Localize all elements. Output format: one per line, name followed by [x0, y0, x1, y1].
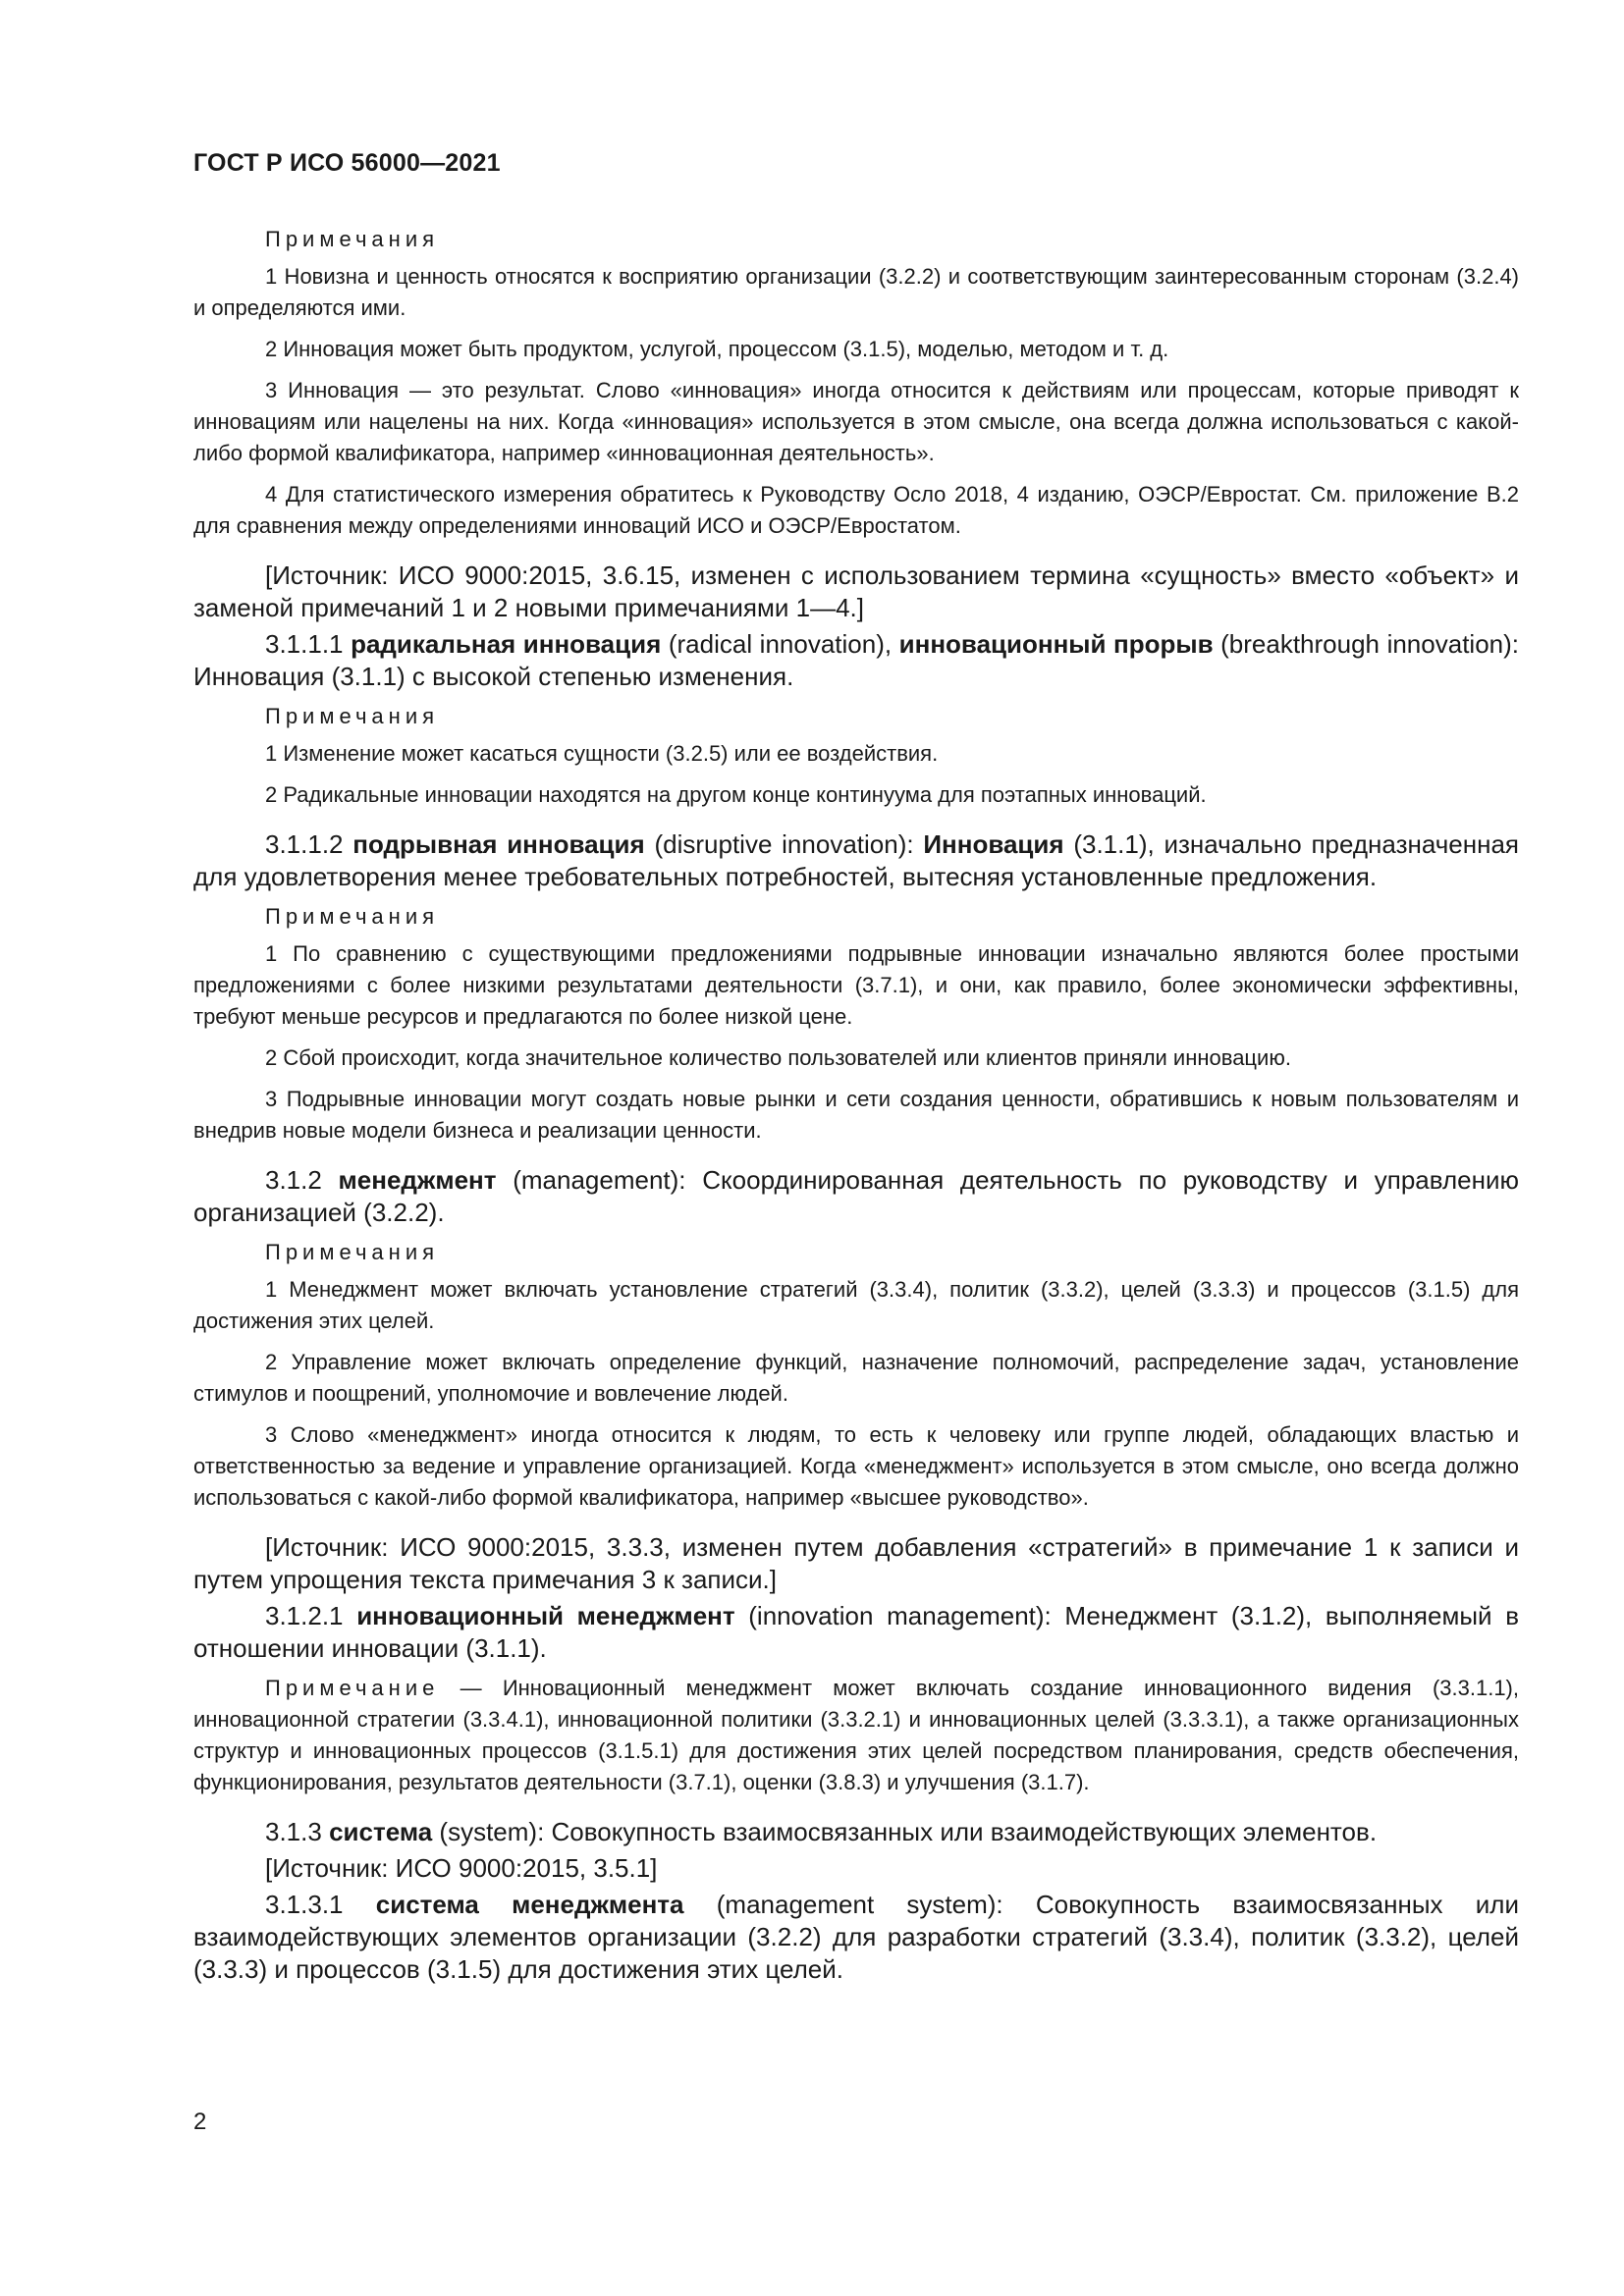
- term-definition: (innovation management): Менеджмент (3.1.2), выполняемый в отношении инновации (3.1.1).: [193, 1601, 1520, 1663]
- note-item: 3 Инновация — это результат. Слово «инновация» иногда относится к действиям или процессам, которые приводят к инновациям или нацелены на них. Когда «инновация» используется в этом смысле, она всегда должна использоваться с какой-либо формой квалификатора, например «инновационная деятельность».: [193, 378, 1519, 465]
- note-item: 4 Для статистического измерения обратитесь к Руководству Осло 2018, 4 изданию, ОЭСР/Евростат. См. приложение В.2 для сравнения между определениями инноваций ИСО и ОЭСР/Евростатом.: [193, 482, 1519, 538]
- term-entry-3-1-1-1: [193, 628, 1519, 693]
- term-english: (radical innovation),: [668, 629, 893, 659]
- entry-number: 3.1.2.1: [265, 1601, 344, 1630]
- notes-heading: Примечания: [265, 227, 440, 251]
- term-name: радикальная инновация: [351, 629, 662, 659]
- entry-number: 3.1.1.2: [265, 829, 344, 859]
- term-name: менеджмент: [338, 1165, 497, 1195]
- notes-heading: Примечания: [265, 904, 440, 929]
- source-reference: [Источник: ИСО 9000:2015, 3.6.15, изменен с использованием термина «сущность» вместо «объект» и заменой примечаний 1 и 2 новыми примечаниями 1—4.]: [193, 561, 1519, 622]
- term-name: подрывная инновация: [352, 829, 645, 859]
- document-header: ГОСТ Р ИСО 56000—2021: [193, 149, 501, 177]
- note-item: 3 Подрывные инновации могут создать новые рынки и сети создания ценности, обратившись к новым пользователям и внедрив новые модели бизнеса и реализации ценности.: [193, 1087, 1519, 1143]
- note-item: 1 Изменение может касаться сущности (3.2.5) или ее воздействия.: [265, 741, 939, 766]
- term-definition: (system): Совокупность взаимосвязанных или взаимодействующих элементов.: [439, 1817, 1378, 1846]
- page-number: 2: [193, 2109, 207, 2135]
- term-name: инновационный прорыв: [898, 629, 1214, 659]
- term-reference: Инновация: [923, 829, 1064, 859]
- term-entry-3-1-3-1: [193, 1889, 1519, 1986]
- note-item: 2 Радикальные инновации находятся на другом конце континуума для поэтапных инноваций.: [265, 782, 1207, 807]
- term-entry-3-1-2-1: [193, 1600, 1519, 1665]
- note-item: 1 Новизна и ценность относятся к восприятию организации (3.2.2) и соответствующим заинтересованным сторонам (3.2.4) и определяются ими.: [193, 264, 1519, 320]
- term-entry-3-1-1-2: [193, 828, 1519, 893]
- source-reference: [Источник: ИСО 9000:2015, 3.5.1]: [265, 1853, 658, 1883]
- term-name: система менеджмента: [375, 1890, 684, 1919]
- note-item: 2 Сбой происходит, когда значительное количество пользователей или клиентов приняли инновацию.: [265, 1045, 1291, 1070]
- note-item: 2 Инновация может быть продуктом, услугой, процессом (3.1.5), моделью, методом и т. д.: [265, 337, 1169, 361]
- term-name: система: [329, 1817, 433, 1846]
- entry-number: 3.1.3.1: [265, 1890, 344, 1919]
- entry-number: 3.1.2: [265, 1165, 322, 1195]
- page-content: [193, 224, 1519, 1990]
- note-label: Примечание: [265, 1676, 440, 1700]
- entry-number: 3.1.1.1: [265, 629, 344, 659]
- term-definition: (breakthrough innovation): Инновация (3.1.1) с высокой степенью изменения.: [193, 629, 1519, 691]
- entry-number: 3.1.3: [265, 1817, 322, 1846]
- note-text: — Инновационный менеджмент может включать создание инновационного видения (3.3.1.1), инновационной стратегии (3.3.4.1), инновационной политики (3.3.2.1) и инновационных целей (3.3.3.1), а также организационных структур и инновационных процессов (3.1.5.1) для достижения этих целей посредством планирования, средств обеспечения, функционирования, результатов деятельности (3.7.1), оценки (3.8.3) и улучшения (3.1.7).: [193, 1676, 1519, 1794]
- term-english: (disruptive innovation):: [654, 829, 914, 859]
- term-entry-3-1-2: [193, 1164, 1519, 1229]
- term-name: инновационный менеджмент: [356, 1601, 735, 1630]
- notes-heading: Примечания: [265, 1240, 440, 1264]
- term-definition: (management): Скоординированная деятельность по руководству и управлению организацией (3.2.2).: [193, 1165, 1519, 1227]
- note-item: 3 Слово «менеджмент» иногда относится к людям, то есть к человеку или группе людей, обладающих властью и ответственностью за ведение и управление организацией. Когда «менеджмент» используется в этом смысле, оно всегда должно использоваться с какой-либо формой квалификатора, например «высшее руководство».: [193, 1422, 1519, 1510]
- note-item: 2 Управление может включать определение функций, назначение полномочий, распределение задач, установление стимулов и поощрений, уполномочие и вовлечение людей.: [193, 1350, 1519, 1406]
- term-definition: (3.1.1), изначально предназначенная для удовлетворения менее требовательных потребностей, вытесняя установленные предложения.: [193, 829, 1519, 891]
- source-reference: [Источник: ИСО 9000:2015, 3.3.3, изменен путем добавления «стратегий» в примечание 1 к записи и путем упрощения текста примечания 3 к записи.]: [193, 1532, 1519, 1594]
- note-item: 1 Менеджмент может включать установление стратегий (3.3.4), политик (3.3.2), целей (3.3.3) и процессов (3.1.5) для достижения этих целей.: [193, 1277, 1519, 1333]
- term-entry-3-1-3: [193, 1816, 1519, 1848]
- term-definition: (management system): Совокупность взаимосвязанных или взаимодействующих элементов организации (3.2.2) для разработки стратегий (3.3.4), политик (3.3.2), целей (3.3.3) и процессов (3.1.5) для достижения этих целей.: [193, 1890, 1519, 1984]
- inline-note: [193, 1673, 1519, 1798]
- note-item: 1 По сравнению с существующими предложениями подрывные инновации изначально являются более простыми предложениями с более низкими результатами деятельности (3.7.1), и они, как правило, более экономически эффективны, требуют меньше ресурсов и предлагаются по более низкой цене.: [193, 941, 1519, 1029]
- notes-heading: Примечания: [265, 704, 440, 728]
